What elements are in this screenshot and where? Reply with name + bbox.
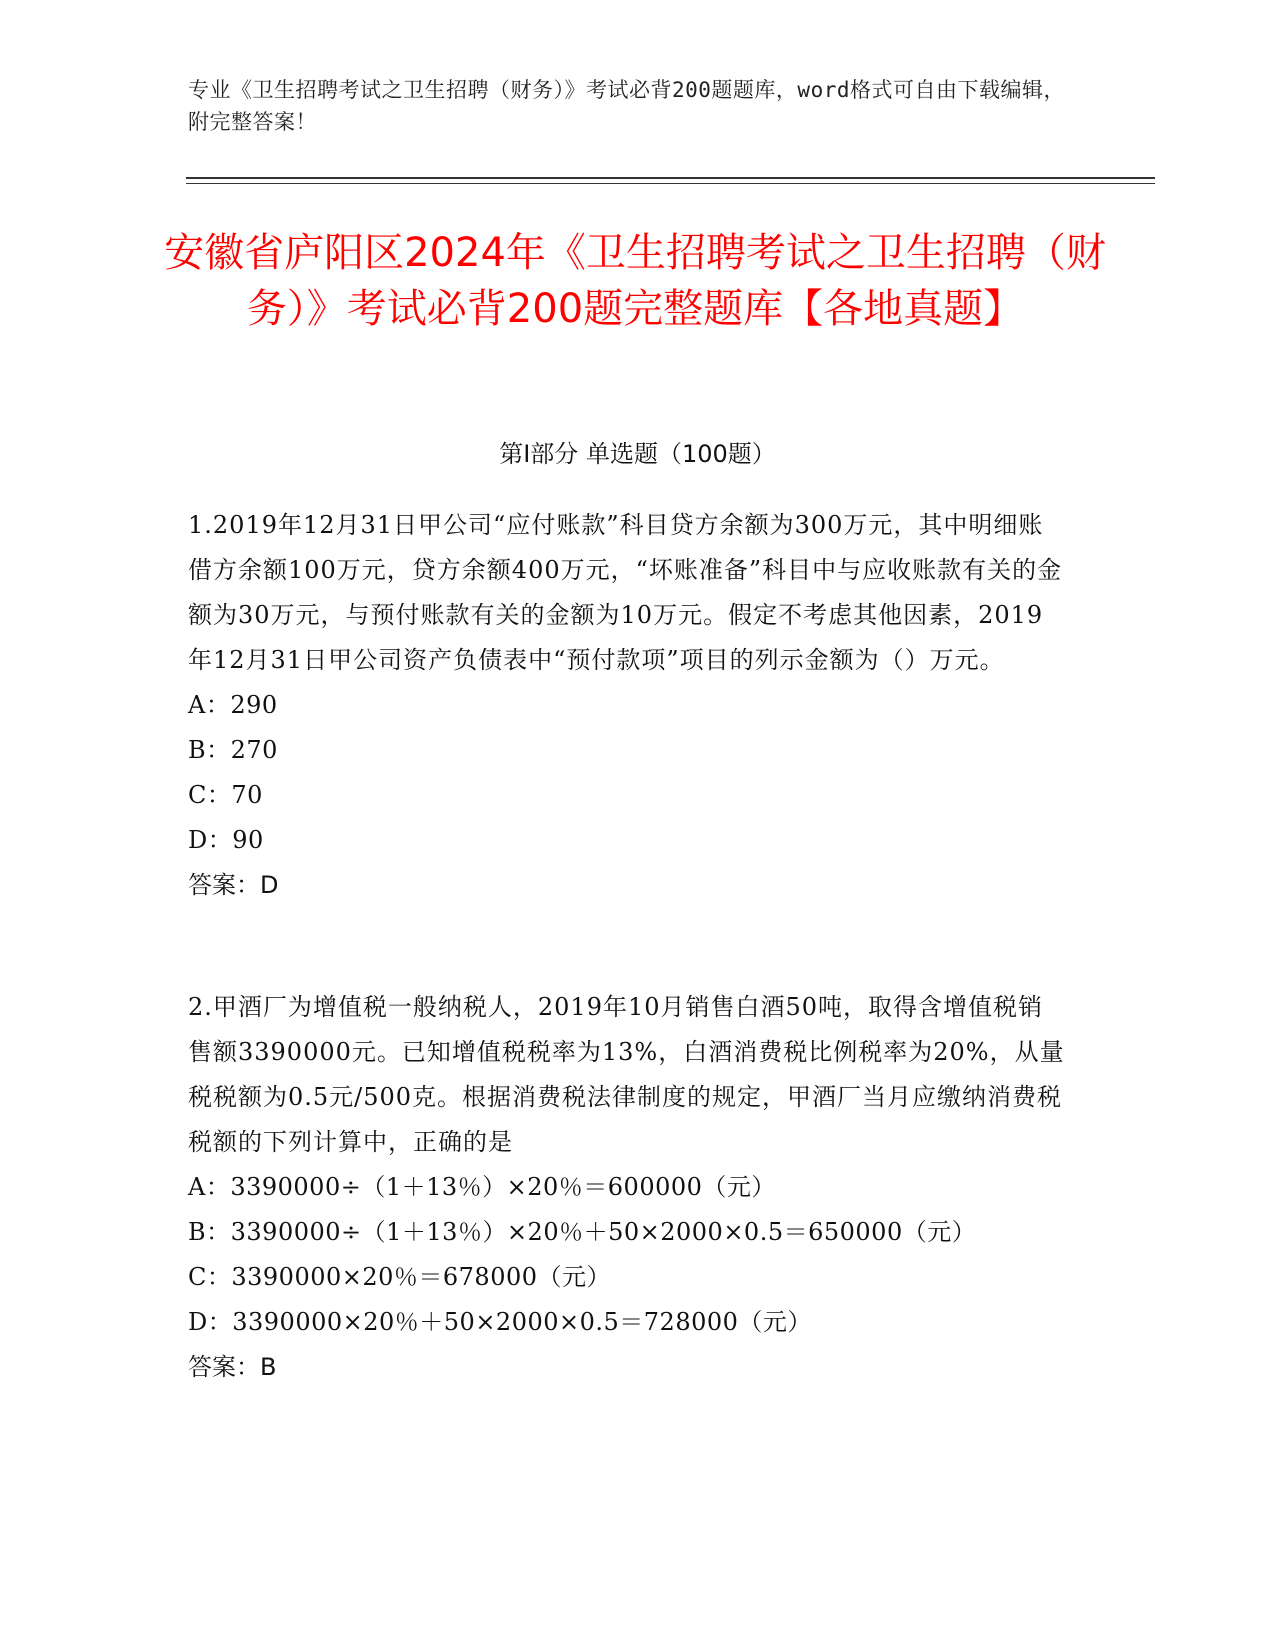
document-title: 安徽省庐阳区2024年《卫生招聘考试之卫生招聘（财务）》考试必背200题完整题库【各地真题】 bbox=[164, 230, 1106, 332]
header-divider-thick bbox=[186, 177, 1155, 179]
question-2 bbox=[188, 985, 1068, 1390]
question-1-text: 1.2019年12月31日甲公司“应付账款”科目贷方余额为300万元，其中明细账借方余额100万元，贷方余额400万元，“坏账准备”科目中与应收账款有关的金额为30万元，与预付账款有关的金额为10万元。假定不考虑其他因素，2019年12月31日甲公司资产负债表中“预付款项”项目的列示金额为（）万元。 bbox=[188, 511, 1063, 674]
question-1-option-a: A：290 bbox=[188, 691, 278, 719]
section-title: 第Ⅰ部分 单选题（100题） bbox=[499, 440, 776, 468]
header-note: 专业《卫生招聘考试之卫生招聘（财务）》考试必背200题题库，word格式可自由下载编辑，附完整答案！ bbox=[188, 78, 1065, 134]
question-2-text: 2.甲酒厂为增值税一般纳税人，2019年10月销售白酒50吨，取得含增值税销售额3390000元。已知增值税税率为13%，白酒消费税比例税率为20%，从量税税额为0.5元/500克。根据消费税法律制度的规定，甲酒厂当月应缴纳消费税税额的下列计算中，正确的是 bbox=[188, 993, 1065, 1156]
header-divider-thin bbox=[186, 183, 1155, 184]
question-2-option-c: C：3390000×20％＝678000（元） bbox=[188, 1263, 612, 1291]
question-1 bbox=[188, 503, 1068, 908]
question-1-option-c: C：70 bbox=[188, 781, 263, 809]
question-1-answer: 答案：D bbox=[188, 871, 279, 899]
question-2-option-a: A：3390000÷（1＋13％）×20％＝600000（元） bbox=[188, 1173, 776, 1201]
question-2-answer: 答案：B bbox=[188, 1353, 277, 1381]
question-1-option-b: B：270 bbox=[188, 736, 278, 764]
question-2-option-d: D：3390000×20％＋50×2000×0.5＝728000（元） bbox=[188, 1308, 812, 1336]
question-2-option-b: B：3390000÷（1＋13％）×20％＋50×2000×0.5＝650000（元） bbox=[188, 1218, 977, 1246]
question-1-option-d: D：90 bbox=[188, 826, 264, 854]
